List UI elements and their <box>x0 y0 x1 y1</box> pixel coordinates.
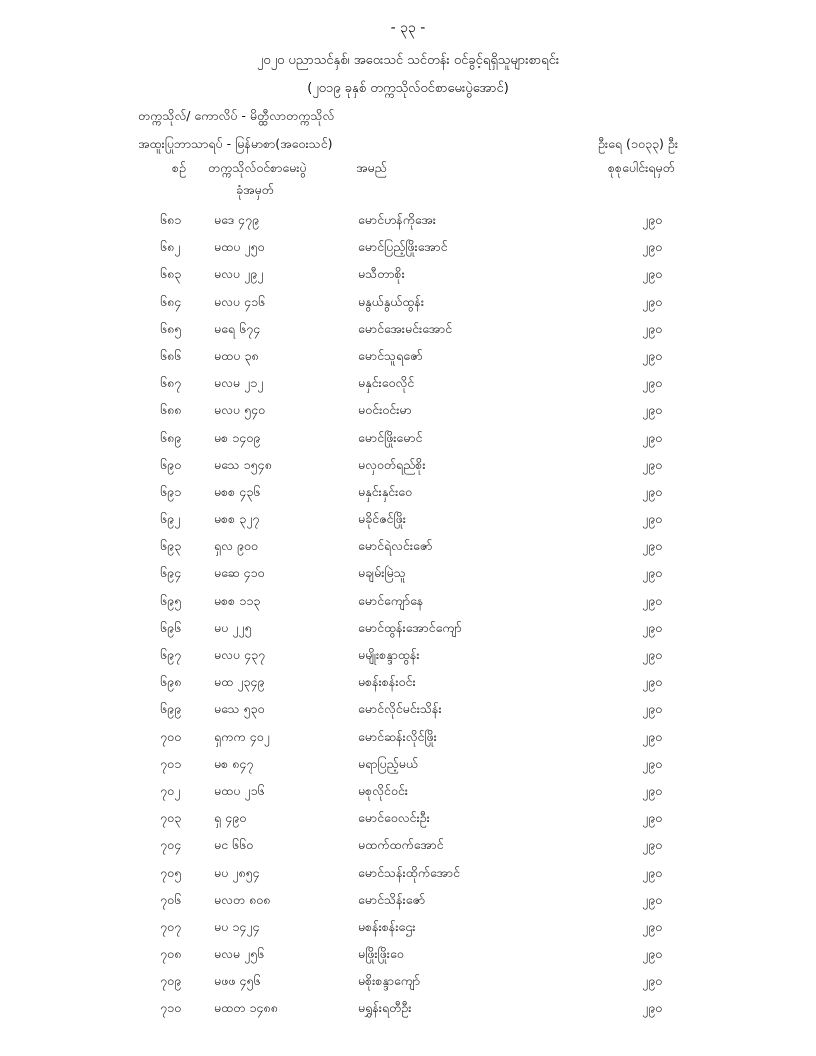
student-name: မစန်းစန်းဝင်း <box>358 674 416 690</box>
row-number: ၆၈၉ <box>160 429 182 445</box>
column-header-mark: စုစုပေါင်းရမှတ် <box>608 160 675 175</box>
student-name: မောင်ကျော်နေ <box>358 592 424 608</box>
total-mark: ၂၉၀ <box>642 674 663 690</box>
roll-number: ရှကက ၄၀၂ <box>214 728 270 744</box>
student-name: မစိုးစန္ဒာကျော် <box>358 973 421 989</box>
table-row <box>0 614 816 641</box>
total-mark: ၂၉၀ <box>642 266 663 282</box>
roll-number: မလတ ၈၀၈ <box>214 891 271 907</box>
row-number: ၆၈၆ <box>160 347 182 363</box>
table-row <box>0 369 816 396</box>
table-row <box>0 424 816 451</box>
roll-number: မစ ၁၄၀၉ <box>214 429 261 445</box>
row-number: ၇၀၄ <box>160 837 182 853</box>
table-row <box>0 559 816 586</box>
roll-number: မစ ၈၄၇ <box>214 755 254 771</box>
student-name: မရွှန်းရတီဦး <box>358 1000 412 1016</box>
student-name: မောင်ဆန်းလိုင်ဖြိုး <box>358 728 437 744</box>
roll-number: မလမ ၂၁၂ <box>214 375 264 391</box>
roll-number: မစစ ၁၁၃ <box>214 592 261 608</box>
row-number: ၆၈၂ <box>160 239 181 255</box>
row-number: ၆၉၁ <box>160 483 182 499</box>
table-row <box>0 859 816 886</box>
row-number: ၇၀၂ <box>160 782 181 798</box>
roll-number: မသေ ၅၃၀ <box>214 701 265 717</box>
table-row <box>0 505 816 532</box>
roll-number: မသေ ၁၅၄၈ <box>214 456 272 472</box>
roll-number: မလပ ၅၄၀ <box>214 402 266 418</box>
table-row <box>0 750 816 777</box>
roll-number: မရေ ၆၇၄ <box>214 320 261 336</box>
total-mark: ၂၉၀ <box>642 755 663 771</box>
row-number: ၇၀၀ <box>160 728 182 744</box>
total-mark: ၂၉၀ <box>642 946 663 962</box>
roll-number: မထပ ၂၁၆ <box>214 782 265 798</box>
total-count: ဦးရေ (၁၀၃၃) ဦး <box>598 136 679 151</box>
roll-number: မလမ ၂၅၆ <box>214 946 265 962</box>
total-mark: ၂၉၀ <box>642 592 663 608</box>
total-mark: ၂၉၀ <box>642 619 663 635</box>
student-name: မစုလိုင်ဝင်း <box>358 782 408 798</box>
total-mark: ၂၉၀ <box>642 973 663 989</box>
column-header-no: စဉ် <box>172 160 186 175</box>
row-number: ၆၉၆ <box>160 619 182 635</box>
student-name: မထက်ထက်အောင် <box>358 837 444 853</box>
roll-number: မပ ၂၂၅ <box>214 619 252 635</box>
total-mark: ၂၉၀ <box>642 918 663 934</box>
student-name: မောင်ဟန်ကိုအေး <box>358 212 436 227</box>
total-mark: ၂၉၀ <box>642 891 663 907</box>
student-name: မနှင်းနှင်းဝေ <box>358 483 413 499</box>
student-name: မမျိုးစန္ဒာထွန်း <box>358 647 420 662</box>
table-row <box>0 668 816 695</box>
student-name: မခိုင်ဇင်ဖြိုး <box>358 511 406 527</box>
column-header-roll: တက္ကသိုလ်ဝင်စာမေးပွဲ <box>208 160 307 175</box>
table-row <box>0 478 816 505</box>
roll-number: မလပ ၄၁၆ <box>214 293 266 309</box>
student-name: မစန်းစန်းဌေး <box>358 918 416 934</box>
student-name: မောင်သိန်းဇော် <box>358 891 426 907</box>
table-row <box>0 994 816 1021</box>
table-row <box>0 587 816 614</box>
roll-number: မဖဖ ၄၅၆ <box>214 973 261 989</box>
student-name: မောင်သူရဇော် <box>358 347 423 363</box>
total-mark: ၂၉၀ <box>642 347 663 363</box>
university-label: တက္ကသိုလ်/ ကောလိပ် - မိတ္ထီလာတက္ကသိုလ် <box>138 108 335 123</box>
page-number: - ၃၃ - <box>390 20 426 36</box>
document-subtitle: (၂၀၁၉ ခုနှစ် တက္ကသိုလ်ဝင်စာမေးပွဲအောင်) <box>307 81 509 96</box>
row-number: ၇၀၈ <box>160 946 182 962</box>
total-mark: ၂၉၀ <box>642 456 663 472</box>
table-row <box>0 288 816 315</box>
total-mark: ၂၉၀ <box>642 647 663 662</box>
roll-number: မစစ ၄၃၆ <box>214 483 261 499</box>
row-number: ၆၉၂ <box>160 511 181 527</box>
roll-number: မထတ ၁၄၈၈ <box>214 1000 278 1016</box>
student-name: မောင်သန်းထိုက်အောင် <box>358 864 460 880</box>
student-name: မောင်လိုင်မင်းသိန်း <box>358 701 442 717</box>
total-mark: ၂၉၀ <box>642 538 663 554</box>
table-row <box>0 967 816 994</box>
table-row <box>0 532 816 559</box>
table-row <box>0 206 816 233</box>
student-name: မသီတာစိုး <box>358 266 405 282</box>
row-number: ၇၀၃ <box>160 810 182 826</box>
total-mark: ၂၉၀ <box>642 212 663 227</box>
row-number: ၆၈၃ <box>160 266 182 282</box>
roll-number: မထပ ၃၈ <box>214 347 259 363</box>
row-number: ၇၀၉ <box>160 973 182 989</box>
column-header-name: အမည် <box>356 160 387 175</box>
student-name: မချမ်းမြဲသူ <box>358 565 406 581</box>
row-number: ၇၀၇ <box>160 918 182 934</box>
row-number: ၆၉၈ <box>160 674 182 690</box>
row-number: ၆၈၅ <box>160 320 182 336</box>
student-name: မောင်ဖြိုးမောင် <box>358 429 423 445</box>
row-number: ၆၈၁ <box>160 212 182 227</box>
column-header-roll-line2: ခုံအမှတ် <box>236 182 274 197</box>
roll-number: မထပ ၂၅၀ <box>214 239 265 255</box>
table-row <box>0 260 816 287</box>
row-number: ၆၈၇ <box>160 375 182 391</box>
table-row <box>0 342 816 369</box>
table-row <box>0 451 816 478</box>
student-name: မနွယ်နွယ်ထွန်း <box>358 293 425 309</box>
table-row <box>0 940 816 967</box>
table-row <box>0 831 816 858</box>
total-mark: ၂၉၀ <box>642 782 663 798</box>
table-row <box>0 804 816 831</box>
roll-number: မပ ၂၈၅၄ <box>214 864 260 880</box>
total-mark: ၂၉၀ <box>642 320 663 336</box>
total-mark: ၂၉၀ <box>642 511 663 527</box>
total-mark: ၂၉၀ <box>642 429 663 445</box>
table-row <box>0 886 816 913</box>
total-mark: ၂၉၀ <box>642 239 663 255</box>
table-row <box>0 315 816 342</box>
table-row <box>0 723 816 750</box>
total-mark: ၂၉၀ <box>642 402 663 418</box>
row-number: ၆၉၄ <box>160 565 182 581</box>
roll-number: ရှ ၄၉၀ <box>214 810 247 826</box>
row-number: ၆၈၄ <box>160 293 182 309</box>
total-mark: ၂၉၀ <box>642 728 663 744</box>
roll-number: မထ ၂၃၄၉ <box>214 674 265 690</box>
row-number: ၆၉၇ <box>160 647 182 662</box>
table-row <box>0 913 816 940</box>
student-name: မနှင်းဝေလိုင် <box>358 375 415 391</box>
total-mark: ၂၉၀ <box>642 701 663 717</box>
results-table <box>0 206 816 1022</box>
table-row <box>0 396 816 423</box>
roll-number: မင ၆၆၀ <box>214 837 254 853</box>
row-number: ၇၁၀ <box>160 1000 182 1016</box>
roll-number: မစစ ၃၂၇ <box>214 511 260 527</box>
roll-number: မလပ ၄၃၇ <box>214 647 266 662</box>
roll-number: မလပ ၂၉၂ <box>214 266 264 282</box>
row-number: ၇၀၅ <box>160 864 182 880</box>
total-mark: ၂၉၀ <box>642 483 663 499</box>
table-row <box>0 233 816 260</box>
total-mark: ၂၉၀ <box>642 293 663 309</box>
student-name: မောင်အေးမင်းအောင် <box>358 320 453 336</box>
total-mark: ၂၉၀ <box>642 810 663 826</box>
student-name: မောင်ထွန်းအောင်ကျော် <box>358 619 462 635</box>
student-name: မောင်ရဲလင်းဇော် <box>358 538 433 554</box>
student-name: မောင်ဝေလင်းဦး <box>358 810 430 826</box>
table-row <box>0 777 816 804</box>
total-mark: ၂၉၀ <box>642 1000 663 1016</box>
total-mark: ၂၉၀ <box>642 864 663 880</box>
student-name: မဝင်းဝင်းမာ <box>358 402 412 418</box>
row-number: ၆၉၃ <box>160 538 182 554</box>
table-row <box>0 695 816 722</box>
row-number: ၆၈၈ <box>160 402 182 418</box>
document-title: ၂၀၂၀ ပညာသင်နှစ်၊ အဝေးသင် သင်တန်း ဝင်ခွင့်ရရှိသူများစာရင်း <box>256 53 560 68</box>
total-mark: ၂၉၀ <box>642 375 663 391</box>
student-name: မလှဝတ်ရည်စိုး <box>358 456 426 472</box>
total-mark: ၂၉၀ <box>642 565 663 581</box>
row-number: ၆၉၀ <box>160 456 182 472</box>
student-name: မဖြိုးဖြိုးဝေ <box>358 946 404 962</box>
major-label: အထူးပြုဘာသာရပ် - မြန်မာစာ(အဝေးသင်) <box>138 136 333 151</box>
student-name: မောင်ပြည့်ဖြိုးအောင် <box>358 239 448 255</box>
table-row <box>0 641 816 668</box>
roll-number: ရှလ ၉၀၀ <box>214 538 258 554</box>
row-number: ၇၀၁ <box>160 755 182 771</box>
student-name: မရာပြည့်မယ် <box>358 755 419 771</box>
row-number: ၇၀၆ <box>160 891 182 907</box>
row-number: ၆၉၅ <box>160 592 182 608</box>
total-mark: ၂၉၀ <box>642 837 663 853</box>
roll-number: မဆေ ၄၁၀ <box>214 565 265 581</box>
roll-number: မပ ၁၄၂၄ <box>214 918 260 934</box>
roll-number: မဒေ ၄၇၉ <box>214 212 260 227</box>
row-number: ၆၉၉ <box>160 701 182 717</box>
